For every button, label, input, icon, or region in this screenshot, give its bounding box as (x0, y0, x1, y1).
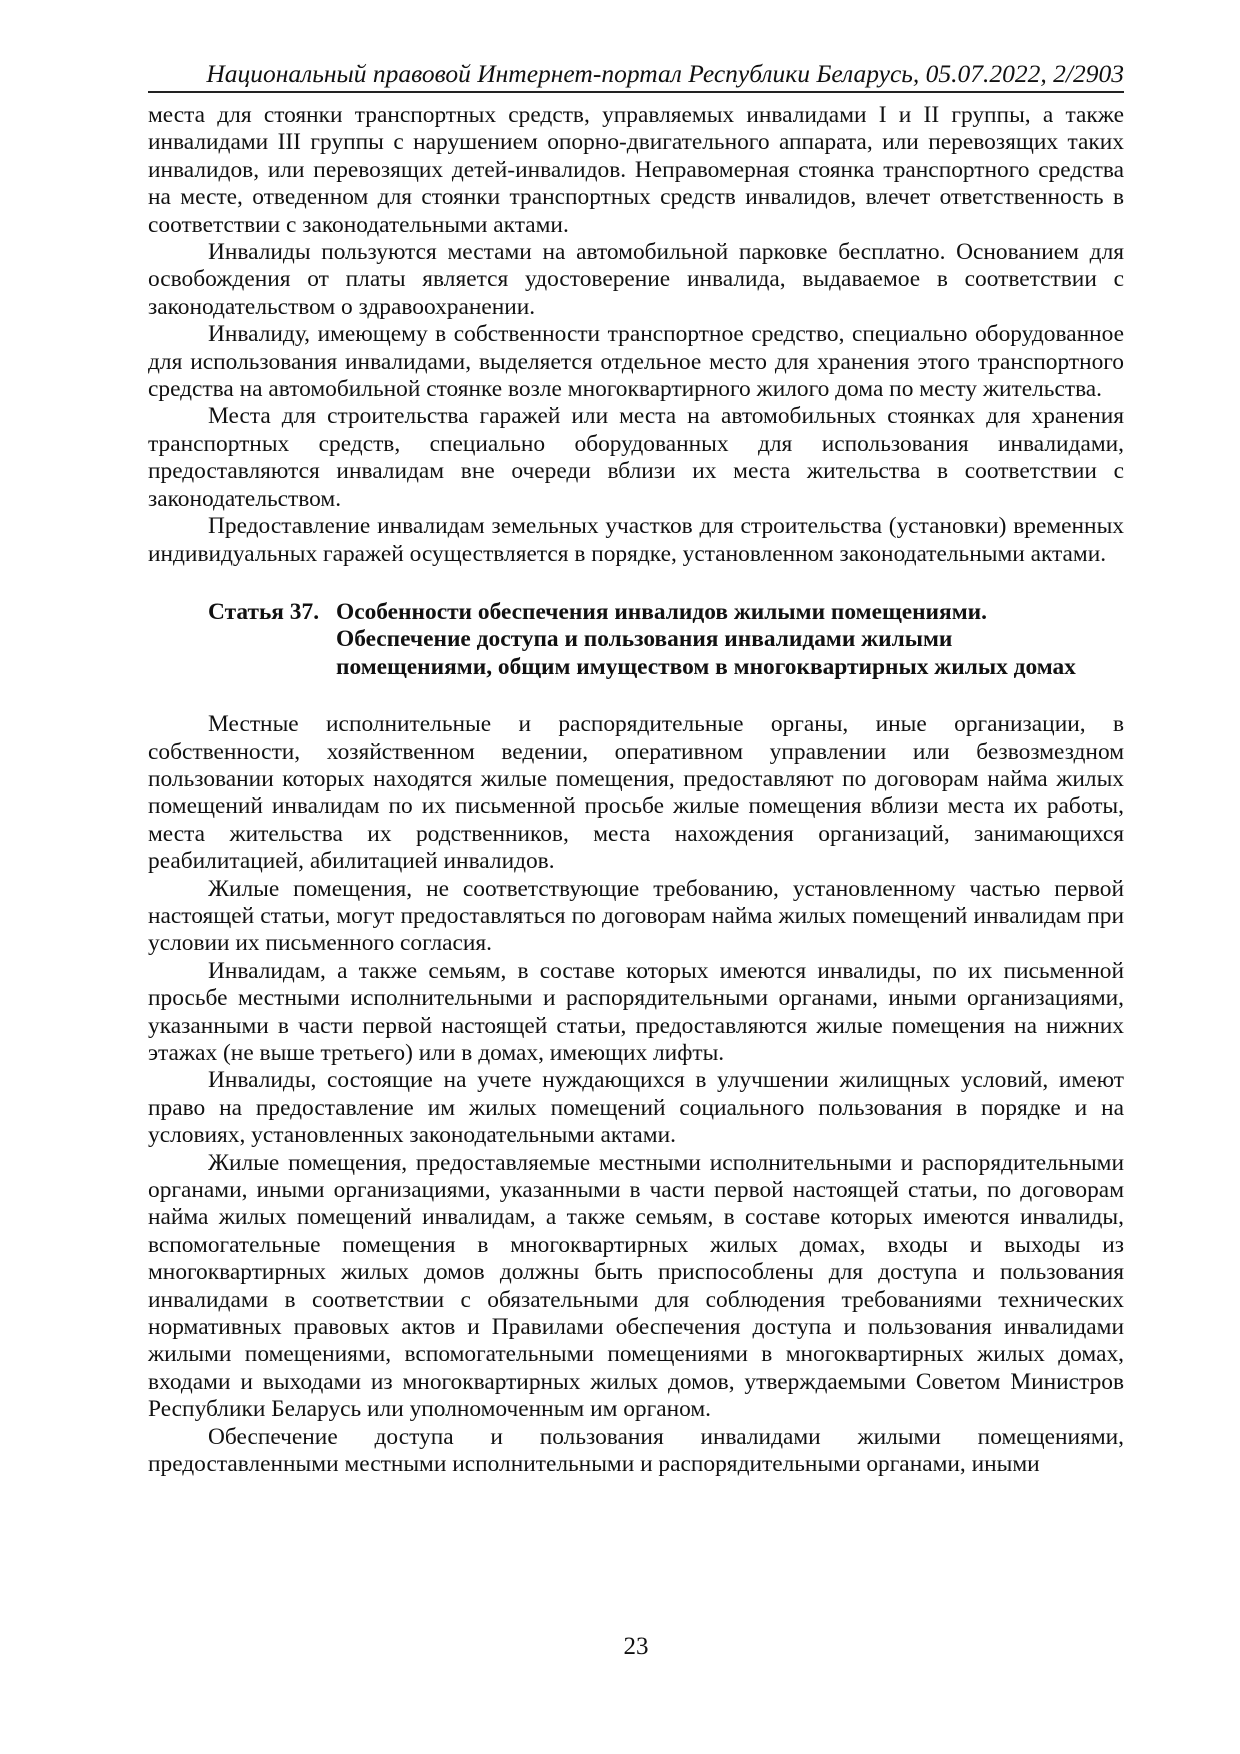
header-rule (148, 91, 1124, 93)
paragraph: Места для строительства гаражей или места на автомобильных стоянках для хранения транспортных средств, специально оборудованных для использования инвалидами, предоставляются инвалидам вне очереди вблизи их места жительства в соответствии с законодательством. (148, 403, 1124, 512)
paragraph: Инвалиды пользуются местами на автомобильной парковке бесплатно. Основанием для освобождения от платы является удостоверение инвалида, выдаваемое в соответствии с законодательством о здравоохранении. (148, 239, 1124, 320)
paragraph: Местные исполнительные и распорядительные органы, иные организации, в собственности, хозяйственном ведении, оперативном управлении или безвозмездном пользовании которых находятся жилые помещения, предоставляют по договорам найма жилых помещений инвалидам по их письменной просьбе жилые помещения вблизи места их работы, места жительства их родственников, места нахождения организаций, занимающихся реабилитацией, абилитацией инвалидов. (148, 711, 1124, 875)
article-heading (148, 599, 1124, 681)
article-title: Особенности обеспечения инвалидов жилыми помещениями. Обеспечение доступа и пользования инвалидами жилыми помещениями, общим имуществом в многоквартирных жилых домах (336, 598, 1076, 680)
paragraph: Инвалиды, состоящие на учете нуждающихся в улучшении жилищных условий, имеют право на предоставление им жилых помещений социального пользования в порядке и на условиях, установленных законодательными актами. (148, 1067, 1124, 1149)
paragraph: Предоставление инвалидам земельных участков для строительства (установки) временных индивидуальных гаражей осуществляется в порядке, установленном законодательными актами. (148, 513, 1124, 567)
paragraph: Жилые помещения, предоставляемые местными исполнительными и распорядительными органами, иными организациями, указанными в части первой настоящей статьи, по договорам найма жилых помещений инвалидам, а также семьям, в составе которых имеются инвалиды, вспомогательные помещения в многоквартирных жилых домах, входы и выходы из многоквартирных жилых домов должны быть приспособлены для доступа и пользования инвалидами в соответствии с обязательными для соблюдения требованиями технических нормативных правовых актов и Правилами обеспечения доступа и пользования инвалидами жилыми помещениями, вспомогательными помещениями в многоквартирных жилых домах, входами и выходами из многоквартирных жилых домов, утверждаемыми Советом Министров Республики Беларусь или уполномоченным им органом. (148, 1149, 1124, 1423)
paragraph: Жилые помещения, не соответствующие требованию, установленному частью первой настоящей статьи, могут предоставляться по договорам найма жилых помещений инвалидам при условии их письменного согласия. (148, 875, 1124, 957)
paragraph: Инвалиду, имеющему в собственности транспортное средство, специально оборудованное для использования инвалидами, выделяется отдельное место для хранения этого транспортного средства на автомобильной стоянке возле многоквартирного жилого дома по месту жительства. (148, 321, 1124, 403)
paragraph: Инвалидам, а также семьям, в составе которых имеются инвалиды, по их письменной просьбе местными исполнительными и распорядительными органами, иными организациями, указанными в части первой настоящей статьи, предоставляются жилые помещения на нижних этажах (не выше третьего) или в домах, имеющих лифты. (148, 957, 1124, 1066)
document-body (148, 102, 1124, 1479)
running-header: Национальный правовой Интернет-портал Республики Беларусь, 05.07.2022, 2/2903 (206, 59, 1124, 88)
article-number: Статья 37. (208, 598, 320, 625)
page-number: 23 (623, 1633, 649, 1660)
paragraph: Обеспечение доступа и пользования инвалидами жилыми помещениями, предоставленными местными исполнительными и распорядительными органами, иными (148, 1423, 1124, 1478)
paragraph-continued: места для стоянки транспортных средств, управляемых инвалидами I и II группы, а также инвалидами III группы с нарушением опорно-двигательного аппарата, или перевозящих таких инвалидов, или перевозящих детей-инвалидов. Неправомерная стоянка транспортного средства на месте, отведенном для стоянки транспортных средств инвалидов, влечет ответственность в соответствии с законодательными актами. (148, 102, 1124, 238)
